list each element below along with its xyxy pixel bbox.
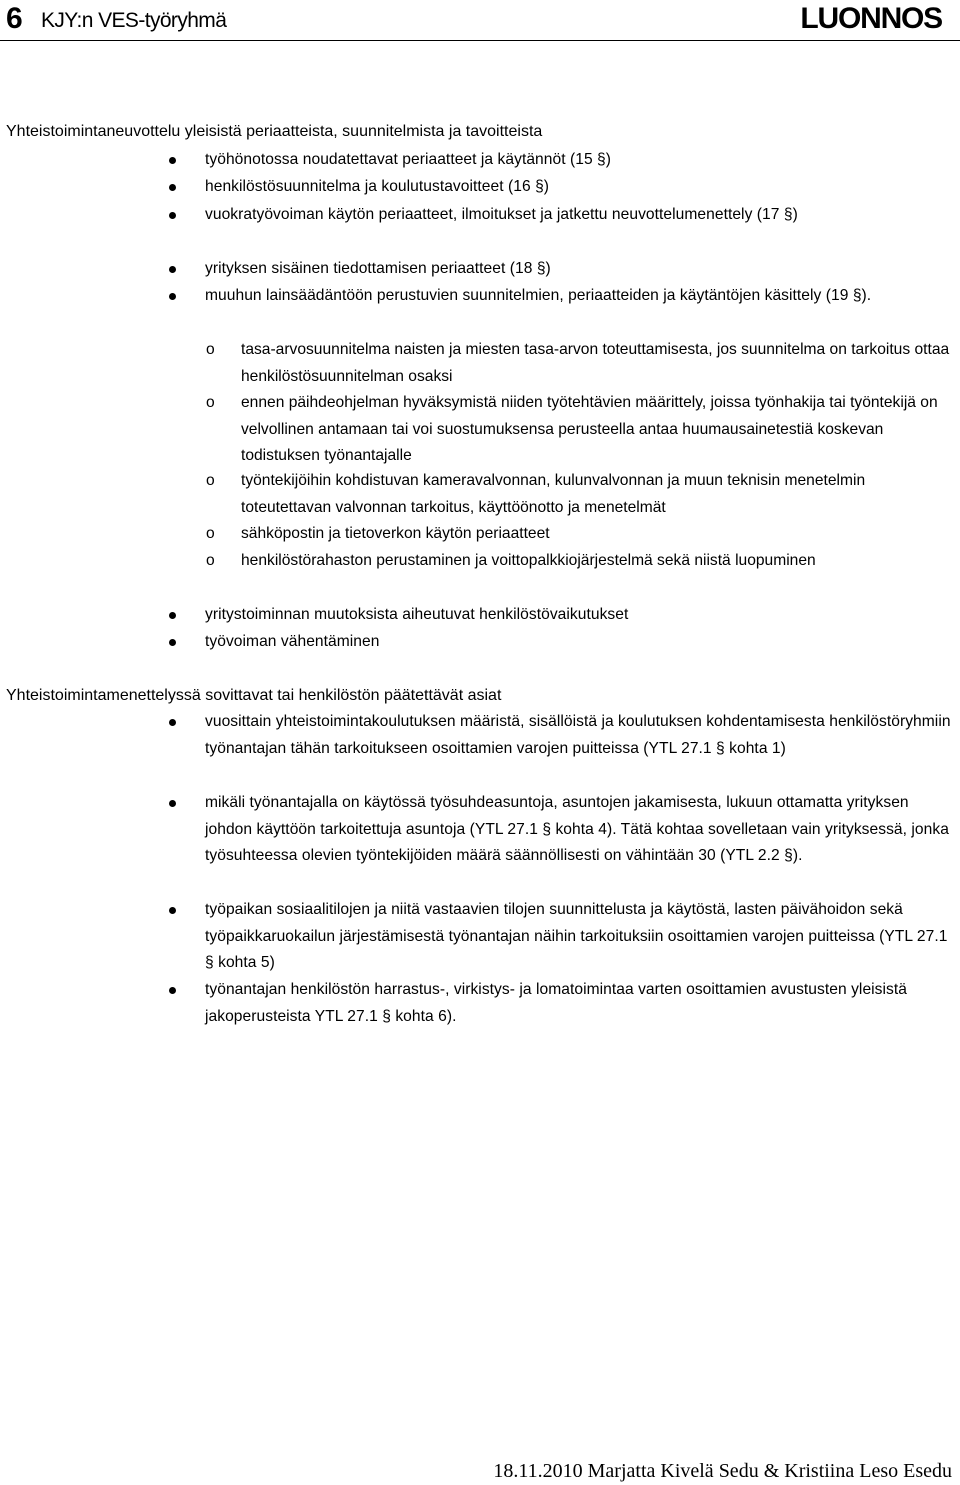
sub-list-item: o henkilöstörahaston perustaminen ja voittopalkkiojärjestelmä sekä niistä luopuminen xyxy=(241,548,957,575)
page-number: 6 xyxy=(6,2,23,35)
list-item: vuosittain yhteistoimintakoulutuksen määristä, sisällöistä ja koulutuksen kohdentamisesta henkilöstöryhmiin työnantajan tähän tarkoitukseen osoittamien varojen puitteissa (YTL 27.1 § kohta 1) xyxy=(205,709,957,762)
list-item: työpaikan sosiaalitilojen ja niitä vastaavien tilojen suunnittelusta ja käytöstä, lasten päivähoidon sekä työpaikkaruokailun järjestämisestä työnantajan näihin tarkoituksiin osoittamien varojen puitteissa (YTL 27.1 § kohta 5) xyxy=(205,897,957,977)
sub-list-item: o ennen päihdeohjelman hyväksymistä niiden työtehtävien määrittely, joissa työnhakija tai työntekijä on velvollinen antamaan tai voi suostumuksensa perusteella antaa huumausainetestiä koskevan todistuksen työnantajalle xyxy=(241,390,957,470)
list-item: mikäli työnantajalla on käytössä työsuhdeasuntoja, asuntojen jakamisesta, lukuun ottamatta yrityksen johdon käyttöön tarkoitettuja asuntoja (YTL 27.1 § kohta 4). Tätä kohtaa sovelletaan vain yrityksessä, jonka työsuhteessa olevien työntekijöiden määrä säännöllisesti on vähintään 30 (YTL 2.2 §). xyxy=(205,790,957,870)
page-header xyxy=(0,0,960,41)
list-item: työvoiman vähentäminen xyxy=(205,629,957,656)
section-heading-agreed-matters: Yhteistoimintamenettelyssä sovittavat tai henkilöstön päätettävät asiat xyxy=(6,687,502,704)
page-footer: 18.11.2010 Marjatta Kivelä Sedu & Kristiina Leso Esedu xyxy=(493,1460,952,1482)
list-item: yrityksen sisäinen tiedottamisen periaatteet (18 §) xyxy=(205,256,957,283)
draft-status-label: LUONNOS xyxy=(800,2,942,35)
sub-list-item: o työntekijöihin kohdistuvan kameravalvonnan, kulunvalvonnan ja muun teknisin menetelmin toteutettavan valvonnan tarkoitus, käyttöönotto ja menetelmät xyxy=(241,468,957,521)
document-title: KJY:n VES-työryhmä xyxy=(41,9,227,32)
list-item: työhönotossa noudatettavat periaatteet ja käytännöt (15 §) xyxy=(205,147,957,174)
section-heading-negotiation: Yhteistoimintaneuvottelu yleisistä periaatteista, suunnitelmista ja tavoitteista xyxy=(6,123,543,140)
list-item: vuokratyövoiman käytön periaatteet, ilmoitukset ja jatkettu neuvottelumenettely (17 §) xyxy=(205,202,957,229)
list-item: työnantajan henkilöstön harrastus-, virkistys- ja lomatoimintaa varten osoittamien avustusten yleisistä jakoperusteista YTL 27.1 § kohta 6). xyxy=(205,977,957,1030)
sub-list-item: o tasa-arvosuunnitelma naisten ja miesten tasa-arvon toteuttamisesta, jos suunnitelma on tarkoitus ottaa henkilöstösuunnitelman osaksi xyxy=(241,337,957,390)
sub-list-item: o sähköpostin ja tietoverkon käytön periaatteet xyxy=(241,521,957,548)
list-item: henkilöstösuunnitelma ja koulutustavoitteet (16 §) xyxy=(205,174,957,201)
list-item: yritystoiminnan muutoksista aiheutuvat henkilöstövaikutukset xyxy=(205,602,957,629)
list-item: muuhun lainsäädäntöön perustuvien suunnitelmien, periaatteiden ja käytäntöjen käsittely (19 §). xyxy=(205,283,957,310)
